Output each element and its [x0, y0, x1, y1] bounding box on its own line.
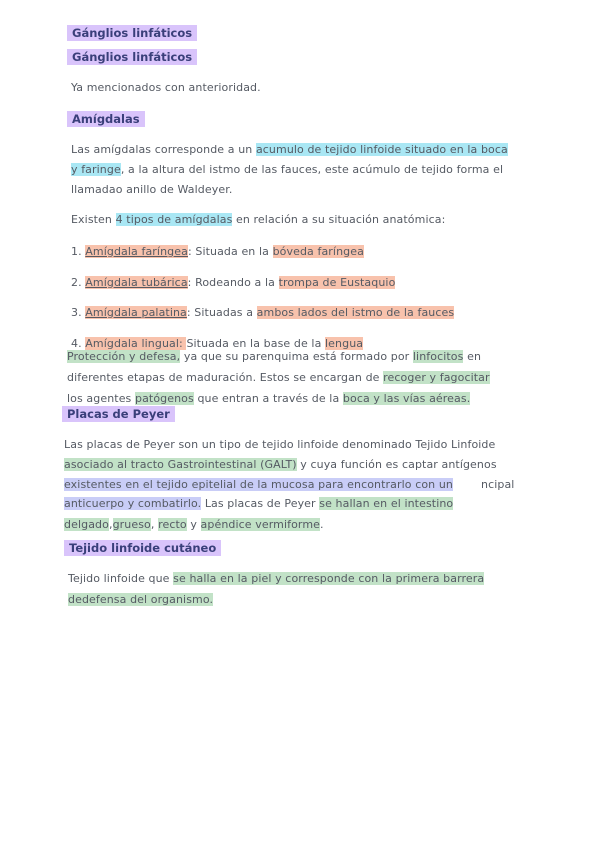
heading-tejido: Tejido linfoide cutáneo: [64, 540, 221, 556]
item-number: 2.: [71, 276, 86, 289]
highlight: se halla en la piel y corresponde con la primera barrera: [173, 572, 485, 585]
text: .: [320, 518, 324, 531]
highlight: y faringe: [71, 163, 121, 176]
amigdala-item-3: [71, 306, 454, 319]
amigdalas-paragraph-line-3: llamadao anillo de Waldeyer.: [71, 183, 233, 196]
item-text: : Situadas a: [186, 306, 257, 319]
text: ,: [150, 518, 159, 531]
highlight: Protección y defesa,: [67, 350, 181, 363]
text: , a la altura del istmo de las fauces, este acúmulo de tejido forma el: [120, 163, 504, 176]
amigdalas-paragraph-line-1: [71, 143, 508, 156]
placas-line-3-fragment: ncipal: [481, 478, 515, 491]
highlight: anticuerpo y combatirlo.: [64, 497, 202, 510]
ganglios-text: Ya mencionados con anterioridad.: [71, 81, 261, 94]
item-text: Situada en la base de la: [186, 337, 326, 350]
amigdala-item-2: [71, 276, 395, 289]
text: los agentes: [67, 392, 135, 405]
highlight: existentes en el tejido epitelial de la mucosa para encontrarlo con un: [64, 478, 453, 491]
amigdalas-paragraph-line-2: [71, 163, 503, 176]
text: Existen: [71, 213, 116, 226]
highlight: apéndice vermiforme: [200, 518, 321, 531]
item-number: 3.: [71, 306, 86, 319]
text: y cuya función es captar antígenos: [296, 458, 497, 471]
heading-amigdalas: Amígdalas: [67, 111, 145, 127]
placas-line-5: [64, 518, 324, 531]
function-line-3: [67, 392, 470, 405]
highlight: 4 tipos de amígdalas: [115, 213, 233, 226]
item-location: lengua: [325, 337, 364, 350]
highlight: recto: [158, 518, 187, 531]
function-line-2: [67, 371, 490, 384]
text: en: [463, 350, 482, 363]
text: Las amígdalas corresponde a un: [71, 143, 256, 156]
item-name: Amígdala lingual:: [85, 337, 187, 350]
text: ya que su parenquima está formado por: [180, 350, 413, 363]
text: en relación a su situación anatómica:: [232, 213, 446, 226]
item-name: Amígdala palatina: [85, 306, 187, 319]
highlight: delgado: [64, 518, 109, 531]
item-location: trompa de Eustaquio: [278, 276, 396, 289]
item-text: : Situada en la: [187, 245, 273, 258]
tejido-line-1: [68, 572, 484, 585]
text: ,: [108, 518, 113, 531]
heading-placas: Placas de Peyer: [62, 406, 175, 422]
text: Tejido linfoide que: [68, 572, 174, 585]
item-location: bóveda faríngea: [272, 245, 364, 258]
placas-line-3: [64, 478, 453, 491]
highlight: acumulo de tejido linfoide situado en la boca: [255, 143, 508, 156]
highlight: boca y las vías aéreas.: [342, 392, 471, 405]
highlight: asociado al tracto Gastrointestinal (GALT): [64, 458, 297, 471]
amigdalas-types-intro: [71, 213, 445, 226]
placas-line-4: [64, 497, 453, 510]
item-name: Amígdala faríngea: [85, 245, 188, 258]
placas-line-1: Las placas de Peyer son un tipo de tejido linfoide denominado Tejido Linfoide: [64, 438, 496, 451]
function-line-1: [67, 350, 481, 363]
text: Las placas de Peyer: [201, 497, 320, 510]
highlight: patógenos: [134, 392, 194, 405]
text: diferentes etapas de maduración. Estos se encargan de: [67, 371, 384, 384]
item-location: ambos lados del istmo de la fauces: [256, 306, 455, 319]
text: y: [186, 518, 201, 531]
highlight: grueso: [112, 518, 151, 531]
heading-ganglios-1: Gánglios linfáticos: [67, 25, 197, 41]
highlight: se hallan en el intestino: [319, 497, 454, 510]
item-number: 4.: [71, 337, 86, 350]
placas-line-2: [64, 458, 497, 471]
amigdala-item-1: [71, 245, 364, 258]
heading-ganglios-2: Gánglios linfáticos: [67, 49, 197, 65]
amigdala-item-4: [71, 337, 363, 350]
highlight: recoger y fagocitar: [383, 371, 490, 384]
text: que entran a través de la: [193, 392, 343, 405]
item-name: Amígdala tubárica: [85, 276, 188, 289]
highlight: linfocitos: [412, 350, 464, 363]
item-number: 1.: [71, 245, 86, 258]
highlight: dedefensa del organismo.: [68, 593, 214, 606]
item-text: : Rodeando a la: [187, 276, 279, 289]
tejido-line-2: [68, 593, 213, 606]
